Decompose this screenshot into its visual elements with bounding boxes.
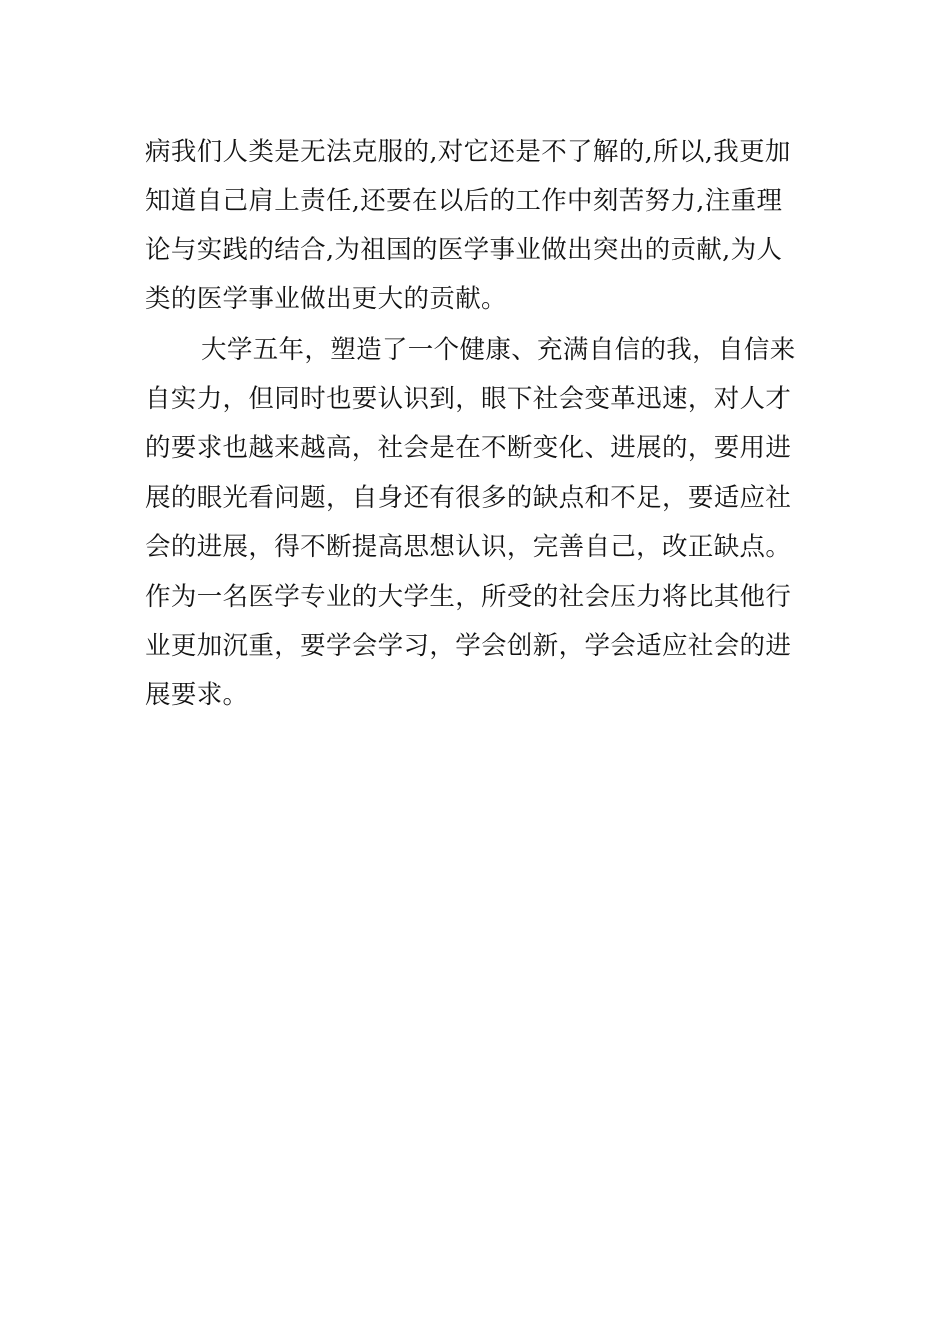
paragraph-2-line-5: 会的进展，得不断提高思想认识，完善自己，改正缺点。 [145,532,792,562]
paragraph-2-line-6: 作为一名医学专业的大学生，所受的社会压力将比其他行 [145,582,792,612]
paragraph-2-line-4: 展的眼光看问题，自身还有很多的缺点和不足，要适应社 [145,483,792,513]
paragraph-2-line-7: 业更加沉重，要学会学习，学会创新，学会适应社会的进 [145,631,792,661]
paragraph-1-line-4: 类的医学事业做出更大的贡献。 [145,284,507,314]
paragraph-2-line-2: 自实力，但同时也要认识到，眼下社会变革迅速，对人才 [145,384,792,414]
paragraph-2-line-3: 的要求也越来越高，社会是在不断变化、进展的，要用进 [145,433,792,463]
paragraph-1-line-3: 论与实践的结合,为祖国的医学事业做出突出的贡献,为人 [145,235,783,265]
paragraph-1-line-1: 病我们人类是无法克服的,对它还是不了解的,所以,我更加 [145,137,791,167]
paragraph-1-line-2: 知道自己肩上责任,还要在以后的工作中刻苦努力,注重理 [145,186,783,216]
paragraph-2-line-8: 展要求。 [145,680,249,710]
paragraph-2-line-1: 大学五年，塑造了一个健康、充满自信的我，自信来 [201,335,796,365]
